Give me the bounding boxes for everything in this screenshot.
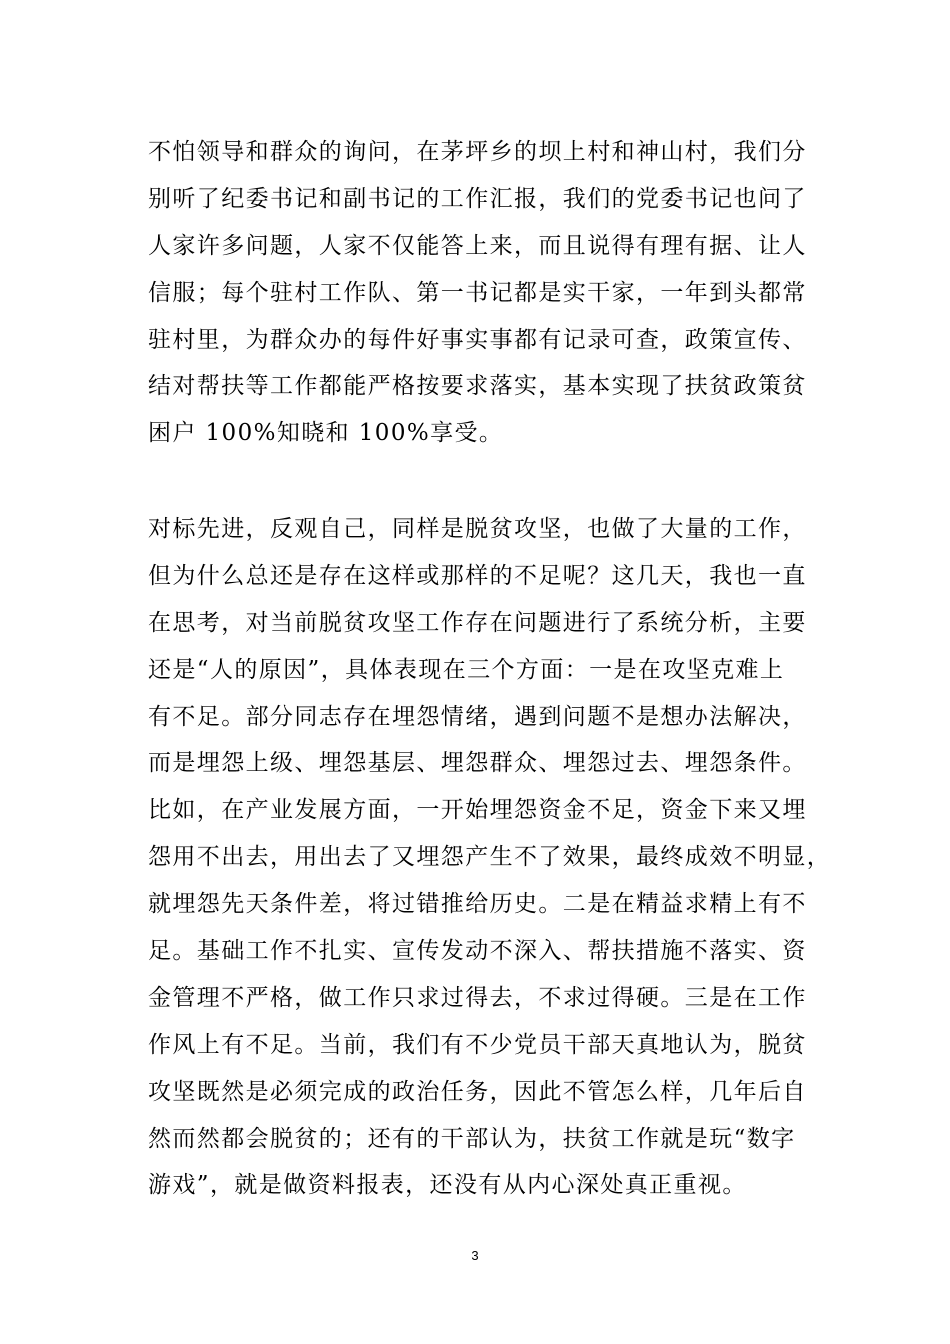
text-line: 游戏”，就是做资料报表，还没有从内心深处真正重视。 xyxy=(148,1172,747,1199)
text-line: 然而然都会脱贫的；还有的干部认为，扶贫工作就是玩“数字 xyxy=(148,1125,796,1152)
text-line: 在思考，对当前脱贫攻坚工作存在问题进行了系统分析，主要 xyxy=(148,609,807,636)
text-line: 攻坚既然是必须完成的政治任务，因此不管怎么样，几年后自 xyxy=(148,1078,807,1105)
text-line: 别听了纪委书记和副书记的工作汇报，我们的党委书记也问了 xyxy=(148,185,807,212)
text-line: 人家许多问题，人家不仅能答上来，而且说得有理有据、让人 xyxy=(148,232,807,259)
text-line: 金管理不严格，做工作只求过得去，不求过得硬。三是在工作 xyxy=(148,984,807,1011)
text-line: 对标先进，反观自己，同样是脱贫攻坚，也做了大量的工作， xyxy=(148,516,807,542)
text-line: 困户 100%知晓和 100%享受。 xyxy=(148,420,504,447)
text-line: 结对帮扶等工作都能严格按要求落实，基本实现了扶贫政策贫 xyxy=(148,373,807,400)
page-number: 3 xyxy=(471,1248,479,1263)
text-line: 比如，在产业发展方面，一开始埋怨资金不足，资金下来又埋 xyxy=(148,797,807,824)
text-line: 不怕领导和群众的询问，在茅坪乡的坝上村和神山村，我们分 xyxy=(148,139,807,165)
text-line: 作风上有不足。当前，我们有不少党员干部天真地认为，脱贫 xyxy=(148,1031,807,1058)
text-line: 而是埋怨上级、埋怨基层、埋怨群众、埋怨过去、埋怨条件。 xyxy=(148,750,807,777)
text-line: 还是“人的原因”，具体表现在三个方面：一是在攻坚克难上 xyxy=(148,656,785,683)
text-line: 有不足。部分同志存在埋怨情绪，遇到问题不是想办法解决， xyxy=(148,703,807,730)
text-line: 但为什么总还是存在这样或那样的不足呢？这几天，我也一直 xyxy=(148,562,807,589)
paragraph-1 xyxy=(148,129,808,457)
text-line: 信服；每个驻村工作队、第一书记都是实干家，一年到头都常 xyxy=(148,279,807,306)
text-line: 足。基础工作不扎实、宣传发动不深入、帮扶措施不落实、资 xyxy=(148,938,807,965)
text-line: 怨用不出去，用出去了又埋怨产生不了效果，最终成效不明显， xyxy=(148,844,832,871)
text-line: 就埋怨先天条件差，将过错推给历史。二是在精益求精上有不 xyxy=(148,891,807,918)
paragraph-2 xyxy=(148,506,832,1209)
text-line: 驻村里，为群众办的每件好事实事都有记录可查，政策宣传、 xyxy=(148,326,807,353)
